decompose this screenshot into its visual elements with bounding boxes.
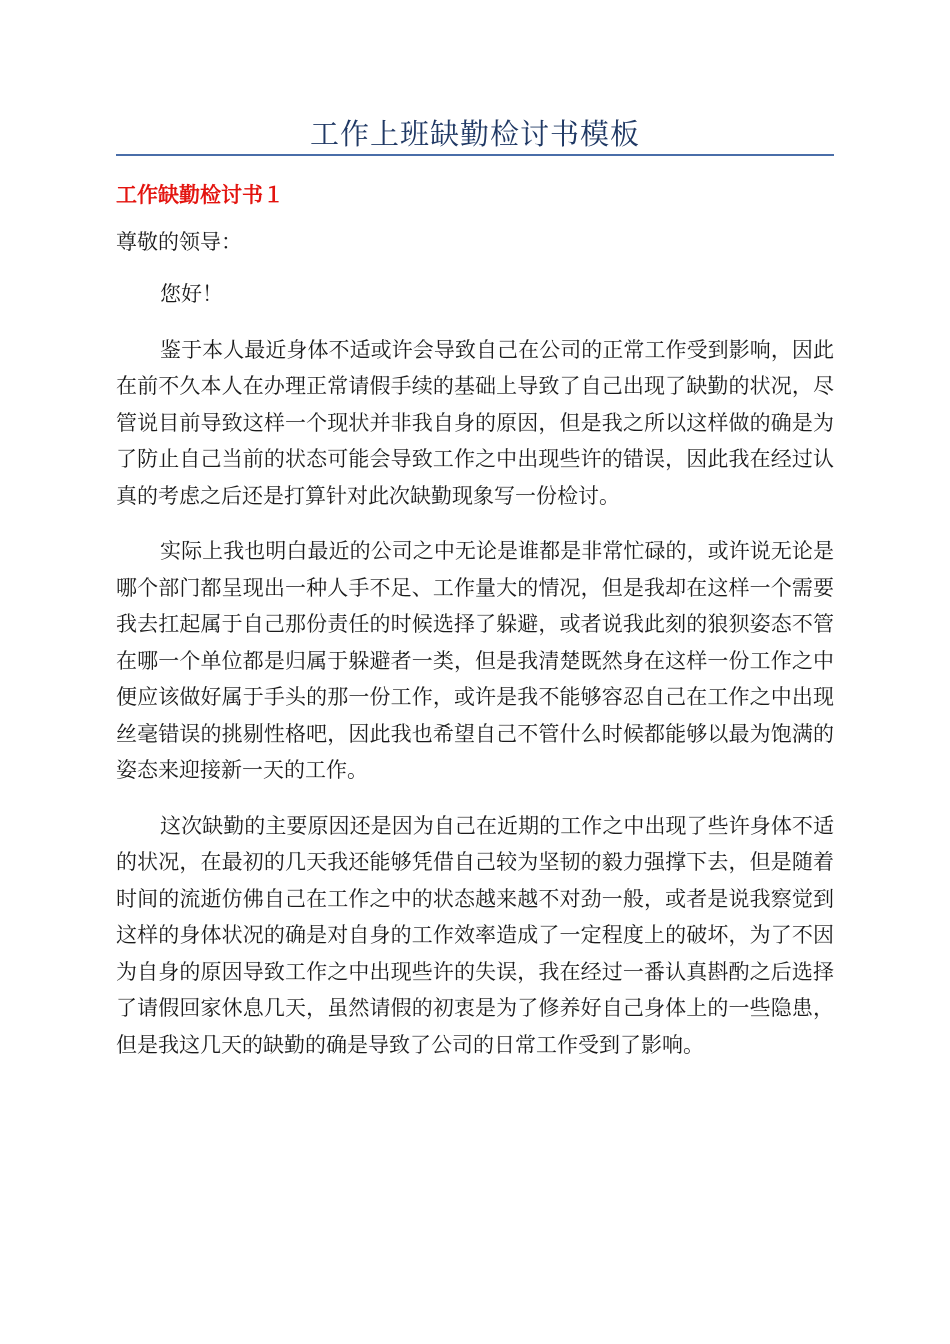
letter-body [116, 276, 834, 1082]
document-title: 工作上班缺勤检讨书模板 [309, 117, 640, 151]
paragraph-3: 这次缺勤的主要原因还是因为自己在近期的工作之中出现了些许身体不适的状况，在最初的几天我还能够凭借自己较为坚韧的毅力强撑下去，但是随着时间的流逝仿佛自己在工作之中的状态越来越不对劲一般，或者是说我察觉到这样的身体状况的确是对自身的工作效率造成了一定程度上的破坏，为了不因为自身的原因导致工作之中出现些许的失误，我在经过一番认真斟酌之后选择了请假回家休息几天，虽然请假的初衷是为了修养好自己身体上的一些隐患，但是我这几天的缺勤的确是导致了公司的日常工作受到了影响。 [116, 813, 834, 1057]
paragraph-2: 实际上我也明白最近的公司之中无论是谁都是非常忙碌的，或许说无论是哪个部门都呈现出一种人手不足、工作量大的情况，但是我却在这样一个需要我去扛起属于自己那份责任的时候选择了躲避，或者说我此刻的狼狈姿态不管在哪一个单位都是归属于躲避者一类，但是我清楚既然身在这样一份工作之中便应该做好属于手头的那一份工作，或许是我不能够容忍自己在工作之中出现丝毫错误的挑剔性格吧，因此我也希望自己不管什么时候都能够以最为饱满的姿态来迎接新一天的工作。 [116, 539, 834, 782]
document-page [116, 0, 834, 1344]
greeting: 您好！ [160, 282, 223, 306]
section-heading: 工作缺勤检讨书１ [116, 183, 284, 207]
salutation: 尊敬的领导： [116, 230, 242, 254]
title-underline [116, 154, 834, 156]
paragraph-1: 鉴于本人最近身体不适或许会导致自己在公司的正常工作受到影响，因此在前不久本人在办理正常请假手续的基础上导致了自己出现了缺勤的状况，尽管说目前导致这样一个现状并非我自身的原因，但是我之所以这样做的确是为了防止自己当前的状态可能会导致工作之中出现些许的错误，因此我在经过认真的考虑之后还是打算针对此次缺勤现象写一份检讨。 [116, 337, 834, 508]
